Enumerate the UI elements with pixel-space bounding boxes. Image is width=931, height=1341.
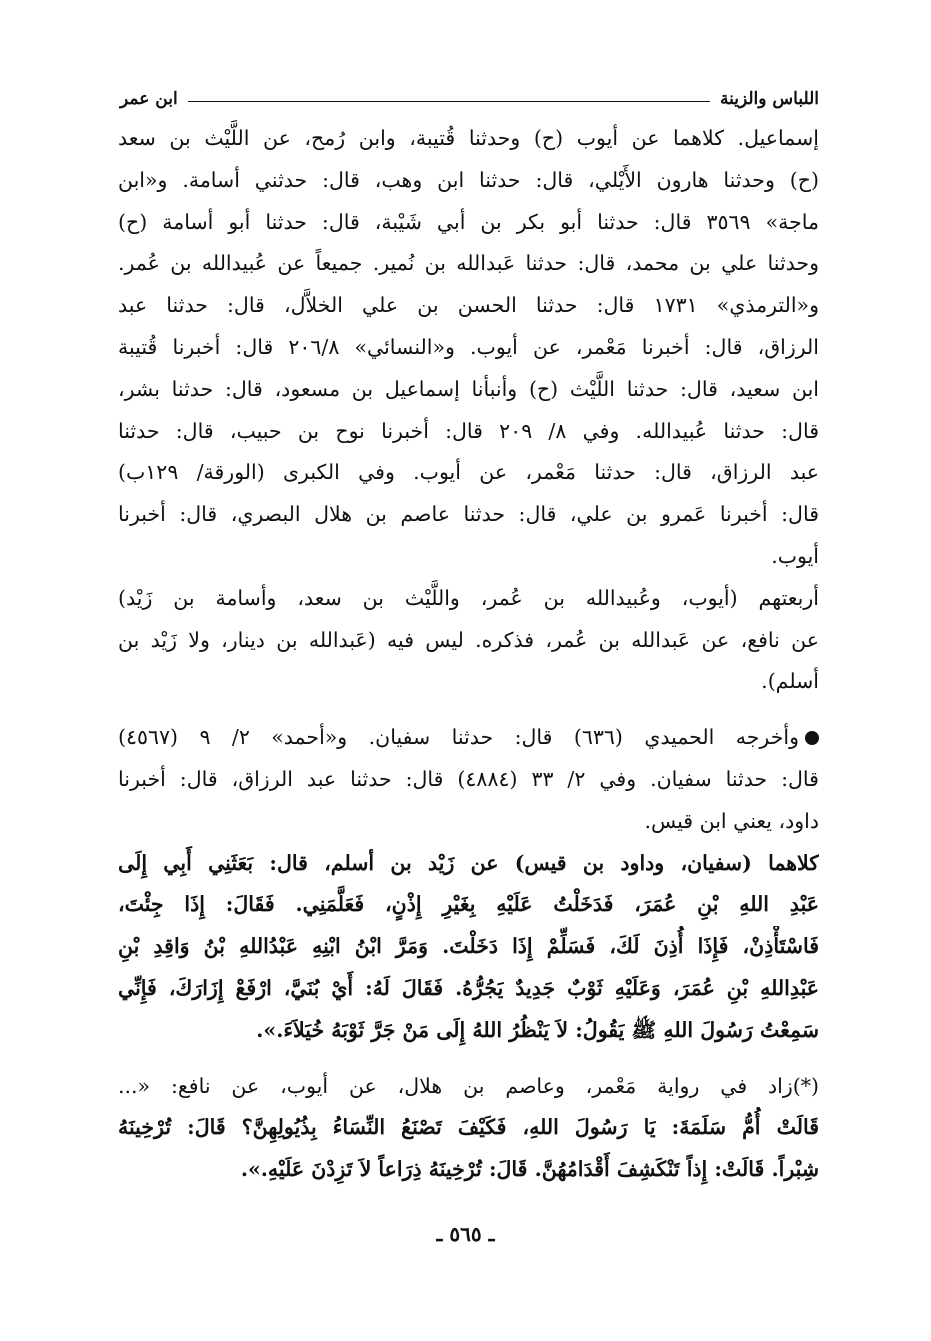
page-number: ـ ٥٦٥ ـ <box>436 1222 495 1246</box>
paragraph-sources <box>118 118 819 578</box>
text-line: أربعتهم (أيوب، وعُبيدالله بن عُمر، واللَّيْث بن سعد، وأسامة بن زَيْد) <box>118 585 819 610</box>
paragraph-gap <box>118 703 819 717</box>
text-run: وأخرجه الحميدي (٦٣٦) قال: حدثنا سفيان. و«أحمد» ٢/ ٩ (٤٥٦٧) <box>118 725 799 750</box>
running-header <box>120 86 819 112</box>
text-line: فَاسْتَأْذِنْ، فَإِذَا أُذِنَ لَكَ، فَسَلِّمْ إِذَا دَخَلْتَ. وَمَرَّ ابْنُ ابْنِهِ عَبْدُاللهِ بْنُ وَاقِدِ بْنِ <box>118 934 819 959</box>
paragraph-humaydi <box>118 717 819 842</box>
paragraph-addition <box>118 1066 819 1191</box>
text-line: عَبْدِ اللهِ بْنِ عُمَرَ، فَدَخَلْتُ عَلَيْهِ بِغَيْرِ إِذْنٍ، فَعَلَّمَنِي. فَقَالَ: إِذَا جِئْتَ، <box>118 892 819 917</box>
text-line: ابن سعيد، قال: حدثنا اللَّيْث (ح) وأنبأنا إسماعيل بن مسعود، قال: حدثنا بشر، <box>118 376 819 401</box>
paragraph-hadith-text <box>118 843 819 1052</box>
text-line: قال: حدثنا عُبيدالله. وفي ٨/ ٢٠٩ قال: أخبرنا نوح بن حبيب، قال: حدثنا <box>118 418 819 443</box>
text-line: (ح) وحدثنا هارون الأَيْلي، قال: حدثنا ابن وهب، قال: حدثني أسامة. و«ابن <box>118 167 819 192</box>
page-body <box>118 118 819 1191</box>
text-line: (*)زاد في رواية مَعْمر، وعاصم بن هلال، عن أيوب، عن نافع: «... <box>118 1073 819 1098</box>
text-line: عن نافع، عن عَبدالله بن عُمر، فذكره. ليس فيه (عَبدالله بن دينار، ولا زَيْد بن <box>118 627 819 652</box>
section-title: ابن عمر <box>120 89 178 109</box>
text-line <box>118 717 819 759</box>
text-line: شِبْراً. قَالَتْ: إِذاً تَنْكَشِفَ أَقْدَامُهُنَّ. قَالَ: تُرْخِينَهُ ذِرَاعاً لاَ تَزِدْنَ عَلَيْهِ.». <box>240 1157 819 1182</box>
chapter-title: اللباس والزينة <box>720 89 819 109</box>
text-line: أسلم). <box>761 669 819 694</box>
text-line: الرزاق، قال: أخبرنا مَعْمر، عن أيوب. و«النسائي» ٢٠٦/٨ قال: أخبرنا قُتيبة <box>118 334 819 359</box>
text-line: أيوب. <box>771 543 819 568</box>
text-line: وحدثنا علي بن محمد، قال: حدثنا عَبدالله بن نُمير. جميعاً عن عُبيدالله بن عُمر. <box>118 251 819 276</box>
paragraph-gap <box>118 1052 819 1066</box>
text-line: عَبْدِاللهِ بْنِ عُمَرَ، وَعَلَيْهِ ثَوْبٌ جَدِيدٌ يَجُرُّهُ. فَقَالَ لَهُ: أَيْ بُنَيَّ، ارْفَعْ إِزَارَكَ، فَإِنِّي <box>118 975 819 1000</box>
text-line: و«الترمذي» ١٧٣١ قال: حدثنا الحسن بن علي الخلاَّل، قال: حدثنا عبد <box>118 293 819 318</box>
bullet-icon <box>805 731 819 745</box>
text-line: إسماعيل. كلاهما عن أيوب (ح) وحدثنا قُتيبة، وابن رُمح، عن اللَّيْث بن سعد <box>118 126 819 150</box>
text-line: قال: حدثنا سفيان. وفي ٢/ ٣٣ (٤٨٨٤) قال: حدثنا عبد الرزاق، قال: أخبرنا <box>118 766 819 791</box>
text-line: سَمِعْتُ رَسُولَ اللهِ ﷺ يَقُولُ: لاَ يَنْظُرُ اللهُ إِلَى مَنْ جَرَّ ثَوْبَهُ خُيَلاَءَ.». <box>256 1017 819 1042</box>
text-line: قَالَتْ أُمُّ سَلَمَةَ: يَا رَسُولَ اللهِ، فَكَيْفَ تَصْنَعُ النِّسَاءُ بِذُيُولِهِنَّ؟ قَالَ: تُرْخِينَهُ <box>118 1115 819 1140</box>
paragraph-four-narrators <box>118 578 819 703</box>
text-line: كلاهما (سفيان، وداود بن قيس) عن زَيْد بن أسلم، قال: بَعَثَنِي أَبِي إِلَى <box>118 850 819 875</box>
text-line: عبد الرزاق، قال: حدثنا مَعْمر، عن أيوب. وفي الكبرى (الورقة/ ١٢٩ب) <box>118 460 819 485</box>
header-rule <box>188 101 710 102</box>
text-line: ماجة» ٣٥٦٩ قال: حدثنا أبو بكر بن أبي شَيْبة، قال: حدثنا أبو أسامة (ح) <box>118 209 819 234</box>
text-line: قال: أخبرنا عَمرو بن علي، قال: حدثنا عاصم بن هلال البصري، قال: أخبرنا <box>118 502 819 527</box>
text-line: داود، يعني ابن قيس. <box>644 808 819 833</box>
